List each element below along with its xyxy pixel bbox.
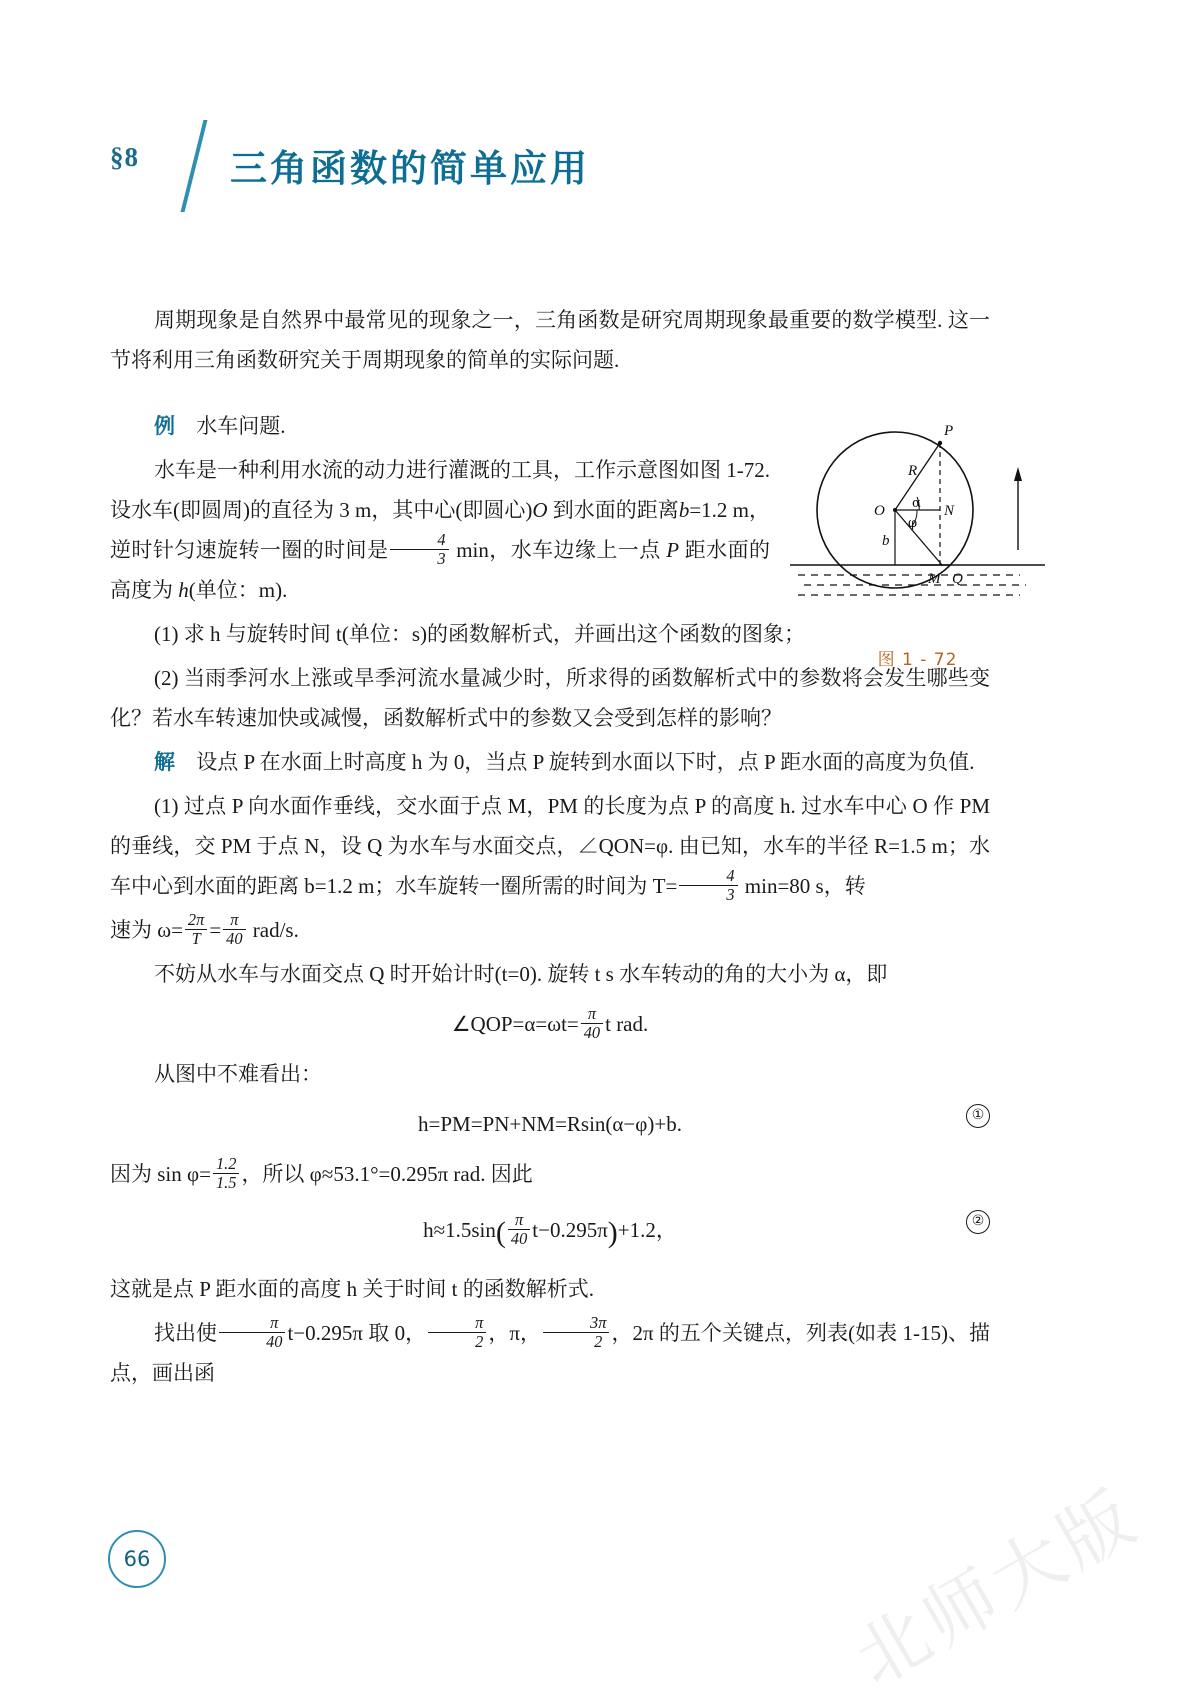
- fraction-pi-2: $\frac{\pi}{2}$: [428, 1314, 486, 1352]
- svg-text:φ: φ: [908, 516, 918, 531]
- fraction-2pi-T: $\frac{2\pi}{T}$: [185, 911, 207, 949]
- fraction-pi-40: $\frac{\pi}{40}$: [223, 911, 245, 949]
- point-O: O: [532, 498, 548, 522]
- svg-text:α: α: [912, 496, 921, 511]
- svg-text:M: M: [928, 571, 941, 587]
- solution-paragraph-1: (1) 过点 P 向水面作垂线，交水面于点 M，PM 的长度为点 P 的高度 h. 过水车中心 O 作 PM 的垂线，交 PM 于点 N，设 Q 为水车与水面交点，∠QON=φ. 由已知，水车的半径 R=1.5 m；水车中心到水面的距离 b=1.2 m；水车旋转一圈所需的时间为 T= $\frac{4}{3}$ min=80 s，转: [110, 794, 990, 905]
- watermark: 北师大版: [840, 1472, 1154, 1702]
- svg-text:R: R: [908, 463, 918, 479]
- fraction-pi-40-key: $\frac{\pi}{40}$: [219, 1314, 285, 1352]
- solution-paragraph-6: 这就是点 P 距水面的高度 h 关于时间 t 的函数解析式.: [110, 1277, 594, 1301]
- page-title: 三角函数的简单应用: [230, 146, 590, 190]
- solution-label: 解: [154, 749, 175, 774]
- solution-paragraph-5: 因为 sin φ= $\frac{1.2}{1.5}$ ，所以 φ≈53.1°=0.295π rad. 因此: [110, 1154, 533, 1193]
- section-number: §8: [110, 142, 139, 172]
- example-question-1: (1) 求 h 与旋转时间 t(单位：s)的函数解析式，并画出这个函数的图象；: [154, 622, 805, 646]
- equation-2-number: ②: [966, 1210, 990, 1234]
- equation-angle-QOP: ∠QOP=α=ωt= $\frac{\pi}{40}$ t rad.: [451, 1004, 649, 1043]
- svg-text:P: P: [944, 423, 954, 439]
- solution-paragraph-2: 速为 ω= $\frac{2\pi}{T}$ = $\frac{\pi}{40}$ rad/s.: [110, 910, 299, 949]
- fraction-1-2-1-5: $\frac{1.2}{1.5}$: [213, 1155, 239, 1193]
- equation-1: [110, 1104, 990, 1144]
- header-divider-slash: [181, 120, 208, 212]
- solution-paragraph-0: 解 设点 P 在水面上时高度 h 为 0，当点 P 旋转到水面以下时，点 P 距水面的高度为负值.: [154, 749, 975, 774]
- point-P: P: [666, 538, 680, 562]
- page-header: [110, 120, 1010, 210]
- equation-1-number: ①: [966, 1104, 990, 1128]
- example-problem-statement: 水车是一种利用水流的动力进行灌溉的工具，工作示意图如图 1-72. 设水车(即圆周)的直径为 3 m，其中心(即圆心)O 到水面的距离b=1.2 m，逆时针匀速旋转一圈的时间是 $\frac{4}{3}$ min，水车边缘上一点 P 距水面的高度为 h(单位：m).: [110, 458, 771, 602]
- var-h: h: [178, 578, 189, 602]
- fraction-pi-40-eq2: $\frac{\pi}{40}$: [508, 1211, 530, 1249]
- fraction-pi-40-angle: $\frac{\pi}{40}$: [581, 1005, 603, 1043]
- example-question-2: (2) 当雨季河水上涨或旱季河流水量减少时，所求得的函数解析式中的参数将会发生哪些变化？若水车转速加快或减慢，函数解析式中的参数又会受到怎样的影响？: [110, 666, 990, 730]
- equation-2: h≈1.5sin( $\frac{\pi}{40}$ t−0.295π)+1.2， ②: [110, 1210, 990, 1253]
- fraction-T-4-3: $\frac{4}{3}$: [679, 867, 737, 905]
- equation-1-text: h=PM=PN+NM=Rsin(α−φ)+b.: [418, 1112, 682, 1136]
- intro-paragraph: 周期现象是自然界中最常见的现象之一，三角函数是研究周期现象最重要的数学模型. 这一节将利用三角函数研究关于周期现象的简单的实际问题.: [110, 308, 990, 372]
- solution-paragraph-7: 找出使 $\frac{\pi}{40}$ t−0.295π 取 0， $\frac{\pi}{2}$ ，π， $\frac{3\pi}{2}$ ，2π 的五个关键点，列表(如表 1-15)、描点，画出函: [110, 1313, 991, 1385]
- fraction-3pi-2: $\frac{3\pi}{2}$: [543, 1314, 609, 1352]
- solution-paragraph-4: 从图中不难看出：: [154, 1062, 322, 1086]
- example-title: 水车问题.: [196, 414, 286, 438]
- svg-text:b: b: [882, 533, 890, 549]
- figure-caption: 图 1 - 72: [877, 650, 958, 670]
- page-body: [110, 300, 990, 1397]
- svg-text:N: N: [944, 503, 955, 519]
- svg-text:O: O: [874, 503, 885, 519]
- var-b: b: [678, 498, 690, 522]
- example-heading: [110, 406, 990, 446]
- example-label: 例: [154, 413, 175, 438]
- page-number: 66: [108, 1530, 166, 1588]
- fraction-4-3: $\frac{4}{3}$: [390, 531, 448, 569]
- solution-paragraph-3: 不妨从水车与水面交点 Q 时开始计时(t=0). 旋转 t s 水车转动的角的大小为 α，即: [154, 962, 888, 986]
- svg-text:Q: Q: [952, 571, 963, 587]
